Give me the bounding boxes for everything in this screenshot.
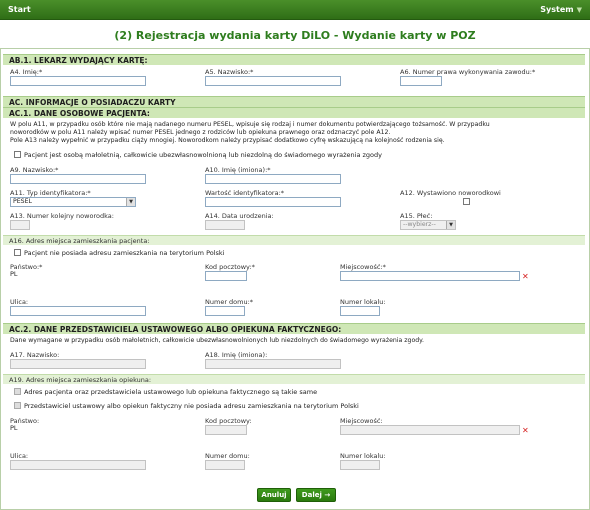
label-a6: A6. Numer prawa wykonywania zawodu:*	[400, 68, 536, 76]
label-a14: A14. Data urodzenia:	[205, 212, 274, 220]
section-ac1-header: AC.1. DANE OSOBOWE PACJENTA:	[3, 107, 585, 118]
label-ulica: Ulica:	[10, 298, 29, 306]
label-a12: A12. Wystawiono noworodkowi	[400, 189, 501, 197]
section-ab1-header: AB.1. LEKARZ WYDAJĄCY KARTĘ:	[3, 54, 585, 65]
a12-noworodek-checkbox[interactable]	[463, 198, 470, 205]
a14-data-urodzenia-input[interactable]	[205, 220, 245, 230]
label-opiekun-miejscowosc: Miejscowość:	[340, 417, 383, 425]
opiekun-numer-lokalu-input[interactable]	[340, 460, 380, 470]
opiekun-ulica-input[interactable]	[10, 460, 146, 470]
label-opiekun-kod: Kod pocztowy:	[205, 417, 252, 425]
a18-imie-input[interactable]	[205, 359, 341, 369]
takie-same-label: Adres pacjenta oraz przedstawiciela ustawowego lub opiekuna faktycznego są takie same	[24, 388, 318, 396]
label-a18: A18. Imię (imiona):	[205, 351, 268, 359]
ulica-input[interactable]	[10, 306, 146, 316]
section-ac2-header: AC.2. DANE PRZEDSTAWICIELA USTAWOWEGO ALBO OPIEKUNA FAKTYCZNEGO:	[3, 323, 585, 334]
label-opiekun-panstwo: Państwo:	[10, 417, 40, 425]
maloletni-label: Pacjent jest osobą małoletnią, całkowicie ubezwłasnowolnioną lub niezdolną do świadomego wyrażenia zgody	[24, 151, 383, 159]
label-kod: Kod pocztowy:*	[205, 263, 255, 271]
ac1-note-line1: W polu A11, w przypadku osób które nie mają nadanego numeru PESEL, wpisuje się rodzaj i numer dokumentu potwierdzającego tożsamość. W przypadku	[10, 121, 490, 128]
numer-domu-input[interactable]	[205, 306, 245, 316]
label-wartosc: Wartość identyfikatora:*	[205, 189, 285, 197]
label-a5: A5. Nazwisko:*	[205, 68, 254, 76]
next-button[interactable]: Dalej →	[296, 488, 336, 502]
a17-nazwisko-input[interactable]	[10, 359, 146, 369]
a16-header: A16. Adres miejsca zamieszkania pacjenta:	[3, 235, 585, 245]
panstwo-value: PL	[10, 270, 18, 278]
opiekun-kod-pocztowy-input[interactable]	[205, 425, 247, 435]
ac1-note-line2: noworodków w polu A11 należy wpisać numer PESEL jednego z rodziców lub opiekuna prawnego oraz odznaczyć pole A12.	[10, 129, 391, 136]
label-nr-lokalu: Numer lokalu:	[340, 298, 386, 306]
wartosc-identyfikatora-input[interactable]	[205, 197, 341, 207]
start-menu[interactable]: Start	[8, 5, 31, 14]
pacjent-brak-adresu-checkbox[interactable]	[14, 249, 21, 256]
a11-selected-value: PESEL	[13, 198, 32, 205]
page-title: (2) Rejestracja wydania karty DiLO - Wydanie karty w POZ	[114, 29, 476, 42]
label-opiekun-ulica: Ulica:	[10, 452, 29, 460]
label-a4: A4. Imię:*	[10, 68, 43, 76]
label-a15: A15. Płeć:	[400, 212, 433, 220]
label-a17: A17. Nazwisko:	[10, 351, 60, 359]
system-menu[interactable]	[540, 5, 582, 14]
a9-nazwisko-input[interactable]	[10, 174, 146, 184]
pacjent-brak-adresu-label: Pacjent nie posiada adresu zamieszkania na terytorium Polski	[24, 249, 225, 257]
label-a13: A13. Numer kolejny noworodka:	[10, 212, 114, 220]
label-miejscowosc: Miejscowość:*	[340, 263, 386, 271]
top-bar	[0, 0, 590, 20]
opiekun-numer-domu-input[interactable]	[205, 460, 245, 470]
label-panstwo: Państwo:*	[10, 263, 43, 271]
a15-selected-value: --wybierz--	[403, 221, 436, 228]
numer-lokalu-input[interactable]	[340, 306, 380, 316]
a13-numer-input[interactable]	[10, 220, 30, 230]
a4-imie-input[interactable]	[10, 76, 146, 86]
cancel-button[interactable]: Anuluj	[257, 488, 291, 502]
label-opiekun-nr-lokalu: Numer lokalu:	[340, 452, 386, 460]
label-opiekun-nr-domu: Numer domu:	[205, 452, 250, 460]
a15-plec-select[interactable]	[400, 220, 456, 230]
label-nr-domu: Numer domu:*	[205, 298, 254, 306]
ac2-note: Dane wymagane w przypadku osób małoletnich, całkowicie ubezwłasnowolnionych lub niezdolnych do świadomego wyrażenia zgody.	[10, 337, 424, 344]
maloletni-checkbox[interactable]	[14, 151, 21, 158]
opiekun-panstwo-value: PL	[10, 424, 18, 432]
dropdown-arrow-icon: ▼	[126, 198, 135, 206]
opiekun-brak-adresu-checkbox[interactable]	[14, 402, 21, 409]
chevron-down-icon: ▼	[576, 6, 582, 14]
dropdown-arrow-icon: ▼	[446, 221, 455, 229]
a10-imie-input[interactable]	[205, 174, 341, 184]
a6-numer-input[interactable]	[400, 76, 442, 86]
kod-pocztowy-input[interactable]	[205, 271, 247, 281]
system-label: System	[540, 5, 574, 14]
label-a11: A11. Typ identyfikatora:*	[10, 189, 91, 197]
label-a10: A10. Imię (imiona):*	[205, 166, 271, 174]
opiekun-miejscowosc-input[interactable]	[340, 425, 520, 435]
a19-header: A19. Adres miejsca zamieszkania opiekuna:	[3, 374, 585, 384]
opiekun-brak-adresu-label: Przedstawiciel ustawowy albo opiekun faktyczny nie posiada adresu zamieszkania na terytorium Polski	[24, 402, 359, 410]
miejscowosc-input[interactable]	[340, 271, 520, 281]
clear-opiekun-miejscowosc-icon[interactable]: ✕	[522, 426, 529, 435]
section-ac-header: AC. INFORMACJE O POSIADACZU KARTY	[3, 96, 585, 107]
a11-typ-select[interactable]	[10, 197, 136, 207]
clear-miejscowosc-icon[interactable]: ✕	[522, 272, 529, 281]
label-a9: A9. Nazwisko:*	[10, 166, 59, 174]
ac1-note-line3: Pole A13 należy wypełnić w przypadku ciąży mnogiej. Noworodkom należy przypisać dodatkowo cyfrę wskazującą na kolejność rodzenia się.	[10, 137, 445, 144]
takie-same-checkbox[interactable]	[14, 388, 21, 395]
a5-nazwisko-input[interactable]	[205, 76, 341, 86]
